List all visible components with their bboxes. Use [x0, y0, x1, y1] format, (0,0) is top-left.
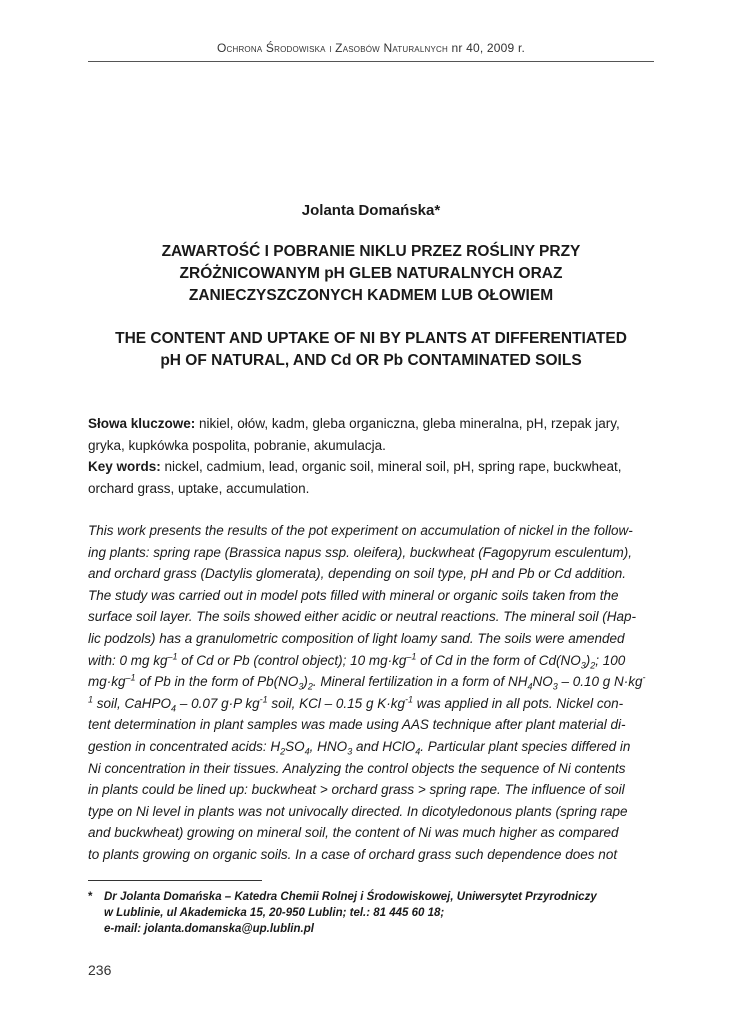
abstract-line: and buckwheat) growing on mineral soil, the content of Ni was much higher as compared — [88, 825, 619, 841]
abstract-line: This work presents the results of the pot experiment on accumulation of nickel in the follow- — [88, 523, 633, 538]
abstract-line: type on Ni level in plants was not univocally directed. In dicotyledonous plants (spring rape — [88, 803, 628, 819]
title-polish-line: ZRÓŻNICOWANYM pH GLEB NATURALNYCH ORAZ — [179, 265, 563, 282]
author-name: Jolanta Domańska* — [301, 202, 441, 219]
title-english-line: THE CONTENT AND UPTAKE OF NI BY PLANTS AT DIFFERENTIATED — [115, 330, 627, 347]
keywords-english — [88, 456, 654, 499]
keywords-english-label: Key words: — [88, 459, 161, 474]
footnote-line: Dr Jolanta Domańska – Katedra Chemii Rolnej i Środowiskowej, Uniwersytet Przyrodniczy — [104, 891, 597, 903]
abstract-line: lic podzols) has a granulometric composition of light loamy sand. The soils were amended — [88, 630, 625, 646]
running-header — [88, 41, 654, 55]
title-polish-line: ZAWARTOŚĆ I POBRANIE NIKLU PRZEZ ROŚLINY PRZY — [161, 243, 581, 260]
abstract-line: Ni concentration in their tissues. Analyzing the control objects the sequence of Ni contents — [88, 760, 626, 776]
journal-issue: nr 40, 2009 r. — [451, 41, 526, 55]
footnote-email: e-mail: jolanta.domanska@up.lublin.pl — [104, 923, 314, 935]
abstract-line: $^1$ soil, CaHPO$_4$ – 0.07 g·P $kg^{-1}$ soil, KCl – 0.15 g $K\cdot kg^{-1}$ was applied in all pots. Nickel con- — [88, 694, 624, 714]
title-english-line: pH OF NATURAL, AND Cd OR Pb CONTAMINATED SOILS — [160, 352, 582, 369]
page-number: 236 — [88, 962, 112, 978]
abstract-line: The study was carried out in model pots filled with mineral or organic soils taken from the — [88, 587, 619, 603]
header-divider — [88, 61, 654, 62]
abstract-line: with: 0 mg $kg^{-1}$ of Cd or Pb (control object); 10 $mg\cdot kg^{-1}$ of Cd in the form of $Cd(NO_3)_2$; 100 — [88, 651, 626, 671]
abstract-line: and orchard grass (Dactylis glomerata), depending on soil type, pH and Pb or Cd addition. — [88, 566, 627, 582]
abstract-line: surface soil layer. The soils showed either acidic or neutral reactions. The mineral soil (Hap- — [88, 609, 636, 625]
title-english — [88, 328, 654, 372]
keywords-section — [88, 413, 654, 499]
footnote-line: w Lublinie, ul Akademicka 15, 20-950 Lublin; tel.: 81 445 60 18; — [104, 907, 445, 919]
abstract-line: to plants growing on organic soils. In a case of orchard grass such dependence does not — [88, 846, 618, 862]
footnote-marker: * — [88, 891, 93, 903]
title-polish-line: ZANIECZYSZCZONYCH KADMEM LUB OŁOWIEM — [188, 287, 554, 304]
abstract-line: $mg\cdot kg^{-1}$ of Pb in the form of $Pb(NO_3)_2$. Mineral fertilization in a form of $NH_4NO_3 - 0.10$ g N·kg- — [88, 672, 646, 692]
keywords-polish — [88, 413, 654, 456]
abstract-line: in plants could be lined up: buckwheat > orchard grass > spring rape. The influence of soil — [88, 782, 625, 798]
abstract-line: tent determination in plant samples was made using AAS technique after plant material di- — [88, 717, 626, 733]
keywords-polish-label: Słowa kluczowe: — [88, 416, 196, 431]
footnote-divider — [88, 880, 262, 881]
abstract-line: ing plants: spring rape (Brassica napus ssp. oleifera), buckwheat (Fagopyrum esculentum), — [88, 544, 633, 560]
abstract-line: gestion in concentrated acids: $H_2SO_4$, $HNO_3$ and HClO$_4$. Particular plant species differed in — [88, 738, 631, 757]
journal-name: Ochrona Środowiska i Zasobów Naturalnych — [216, 41, 448, 55]
keywords-polish-text: nikiel, ołów, kadm, gleba organiczna, gleba mineralna, pH, rzepak jary, gryka, kupkówka pospolita, pobranie, akumulacja. — [88, 416, 620, 453]
abstract — [88, 520, 654, 866]
title-polish — [88, 241, 654, 307]
author-footnote — [88, 889, 654, 937]
keywords-english-text: nickel, cadmium, lead, organic soil, mineral soil, pH, spring rape, buckwheat, orchard grass, uptake, accumulation. — [88, 459, 622, 496]
